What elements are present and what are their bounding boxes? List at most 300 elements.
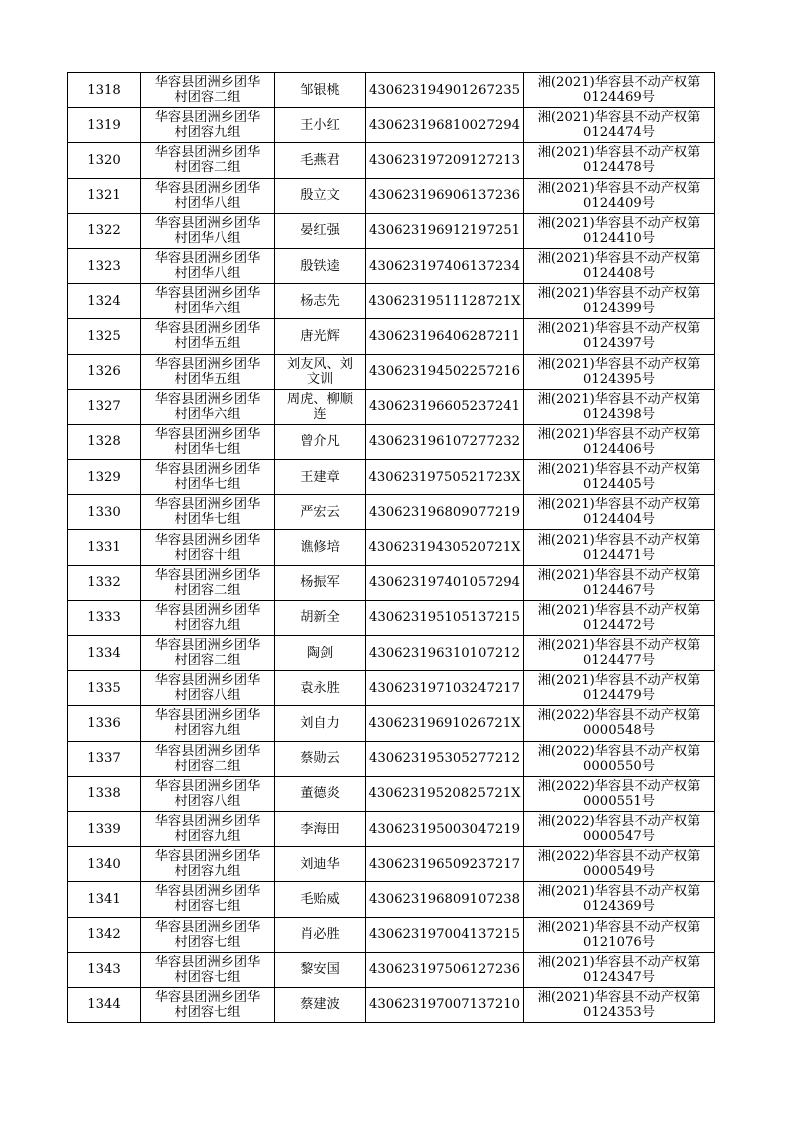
location-line: 村团华七组 (174, 477, 241, 493)
table-row (68, 600, 715, 635)
owner-name-line: 毛燕君 (300, 152, 340, 168)
certificate-number-line: 湘(2021)华容县不动产权第 (537, 919, 701, 935)
location-line: 村团容九组 (174, 864, 241, 880)
owner-name-line: 谯修培 (300, 540, 340, 556)
owner-name-cell (275, 248, 366, 283)
id-number-cell: 430623194502257216 (366, 354, 524, 389)
certificate-number-line: 湘(2021)华容县不动产权第 (537, 989, 701, 1005)
certificate-number-line: 0121076号 (583, 934, 655, 950)
owner-name-line: 黎安国 (300, 962, 340, 978)
certificate-number-cell (524, 460, 715, 495)
owner-name-cell (275, 636, 366, 671)
location-cell (141, 178, 275, 213)
location-cell (141, 284, 275, 319)
location-cell (141, 952, 275, 987)
owner-name-line: 严宏云 (300, 504, 340, 520)
owner-name-line: 李海田 (300, 821, 340, 837)
location-cell (141, 741, 275, 776)
owner-name-line: 曾介凡 (300, 434, 340, 450)
location-line: 华容县团洲乡团华 (154, 849, 261, 865)
location-cell (141, 776, 275, 811)
location-line: 村团华六组 (174, 406, 241, 422)
location-line: 华容县团洲乡团华 (154, 426, 261, 442)
serial-number-cell: 1341 (68, 882, 141, 917)
serial-number-cell: 1333 (68, 600, 141, 635)
owner-name-cell (275, 811, 366, 846)
certificate-number-line: 湘(2021)华容县不动产权第 (537, 251, 701, 267)
location-cell (141, 636, 275, 671)
table-row (68, 143, 715, 178)
owner-name-line: 杨志先 (300, 293, 340, 309)
location-line: 华容县团洲乡团华 (154, 919, 261, 935)
certificate-number-line: 0124353号 (583, 1004, 655, 1020)
serial-number-cell: 1330 (68, 495, 141, 530)
certificate-number-cell (524, 213, 715, 248)
certificate-number-line: 0124406号 (583, 441, 655, 457)
serial-number-cell: 1323 (68, 248, 141, 283)
certificate-number-line: 湘(2021)华容县不动产权第 (537, 532, 701, 548)
table-row (68, 424, 715, 459)
location-line: 华容县团洲乡团华 (154, 743, 261, 759)
id-number-cell: 430623195305277212 (366, 741, 524, 776)
location-cell (141, 319, 275, 354)
serial-number-cell: 1336 (68, 706, 141, 741)
location-line: 村团容九组 (174, 723, 241, 739)
location-cell (141, 424, 275, 459)
location-line: 华容县团洲乡团华 (154, 778, 261, 794)
owner-name-cell (275, 847, 366, 882)
certificate-number-line: 0124409号 (583, 195, 655, 211)
owner-name-cell (275, 495, 366, 530)
owner-name-line: 殷铁逵 (300, 258, 340, 274)
table-row (68, 952, 715, 987)
location-line: 华容县团洲乡团华 (154, 215, 261, 231)
certificate-number-line: 0124472号 (583, 617, 655, 633)
table-row (68, 811, 715, 846)
certificate-number-line: 湘(2021)华容县不动产权第 (537, 145, 701, 161)
location-line: 村团容七组 (174, 899, 241, 915)
location-line: 村团容八组 (174, 793, 241, 809)
owner-name-line: 殷立文 (300, 188, 340, 204)
certificate-number-line: 0124477号 (583, 653, 655, 669)
location-line: 华容县团洲乡团华 (154, 814, 261, 830)
serial-number-cell: 1343 (68, 952, 141, 987)
certificate-number-line: 0124469号 (583, 90, 655, 106)
location-line: 村团容七组 (174, 969, 241, 985)
owner-name-cell (275, 213, 366, 248)
certificate-number-cell (524, 178, 715, 213)
location-line: 村团容八组 (174, 688, 241, 704)
owner-name-cell (275, 460, 366, 495)
location-line: 村团容九组 (174, 617, 241, 633)
table-row (68, 987, 715, 1022)
owner-name-line: 蔡勋云 (300, 751, 340, 767)
owner-name-line: 周虎、柳顺 (287, 391, 353, 407)
certificate-number-line: 湘(2021)华容县不动产权第 (537, 884, 701, 900)
location-line: 村团容二组 (174, 160, 241, 176)
table-row (68, 917, 715, 952)
certificate-number-line: 湘(2021)华容县不动产权第 (537, 954, 701, 970)
id-number-cell: 430623196605237241 (366, 389, 524, 424)
certificate-number-line: 湘(2022)华容县不动产权第 (537, 743, 701, 759)
id-number-cell: 430623196809077219 (366, 495, 524, 530)
owner-name-line: 唐光辉 (300, 328, 340, 344)
certificate-number-cell (524, 319, 715, 354)
table-row (68, 776, 715, 811)
table-row (68, 284, 715, 319)
owner-name-cell (275, 882, 366, 917)
id-number-cell: 430623196107277232 (366, 424, 524, 459)
location-line: 华容县团洲乡团华 (154, 145, 261, 161)
certificate-number-cell (524, 354, 715, 389)
certificate-number-cell (524, 389, 715, 424)
certificate-number-cell (524, 741, 715, 776)
table-row (68, 882, 715, 917)
id-number-cell: 43062319520825721X (366, 776, 524, 811)
table-row (68, 460, 715, 495)
location-line: 村团华六组 (174, 301, 241, 317)
location-line: 华容县团洲乡团华 (154, 673, 261, 689)
certificate-number-line: 湘(2022)华容县不动产权第 (537, 708, 701, 724)
serial-number-cell: 1339 (68, 811, 141, 846)
certificate-number-line: 0000551号 (583, 793, 655, 809)
id-number-cell: 430623196809107238 (366, 882, 524, 917)
certificate-number-line: 湘(2021)华容县不动产权第 (537, 602, 701, 618)
owner-name-line: 晏红强 (300, 223, 340, 239)
id-number-cell: 430623196912197251 (366, 213, 524, 248)
owner-name-line: 董德炎 (300, 786, 340, 802)
location-line: 村团华八组 (174, 230, 241, 246)
location-line: 华容县团洲乡团华 (154, 356, 261, 372)
certificate-number-line: 湘(2022)华容县不动产权第 (537, 849, 701, 865)
owner-name-cell (275, 108, 366, 143)
id-number-cell: 430623196810027294 (366, 108, 524, 143)
location-line: 村团容二组 (174, 758, 241, 774)
location-line: 村团华七组 (174, 512, 241, 528)
location-cell (141, 143, 275, 178)
owner-name-cell (275, 424, 366, 459)
location-line: 华容县团洲乡团华 (154, 321, 261, 337)
certificate-number-line: 0124474号 (583, 125, 655, 141)
location-cell (141, 987, 275, 1022)
serial-number-cell: 1344 (68, 987, 141, 1022)
certificate-number-line: 湘(2021)华容县不动产权第 (537, 497, 701, 513)
table-row (68, 636, 715, 671)
owner-name-cell (275, 354, 366, 389)
certificate-number-line: 湘(2021)华容县不动产权第 (537, 673, 701, 689)
certificate-number-line: 湘(2021)华容县不动产权第 (537, 567, 701, 583)
certificate-number-cell (524, 987, 715, 1022)
certificate-number-line: 0124408号 (583, 266, 655, 282)
certificate-number-line: 0000548号 (583, 723, 655, 739)
id-number-cell: 43062319750521723X (366, 460, 524, 495)
certificate-number-line: 0124405号 (583, 477, 655, 493)
certificate-number-line: 湘(2022)华容县不动产权第 (537, 778, 701, 794)
certificate-number-cell (524, 847, 715, 882)
owner-name-cell (275, 952, 366, 987)
certificate-number-cell (524, 776, 715, 811)
location-cell (141, 460, 275, 495)
certificate-number-line: 湘(2021)华容县不动产权第 (537, 462, 701, 478)
table-row (68, 178, 715, 213)
serial-number-cell: 1319 (68, 108, 141, 143)
table-row (68, 248, 715, 283)
location-cell (141, 108, 275, 143)
certificate-number-line: 湘(2021)华容县不动产权第 (537, 286, 701, 302)
certificate-number-cell (524, 424, 715, 459)
owner-name-cell (275, 178, 366, 213)
certificate-number-cell (524, 143, 715, 178)
certificate-number-line: 湘(2021)华容县不动产权第 (537, 215, 701, 231)
location-line: 华容县团洲乡团华 (154, 391, 261, 407)
id-number-cell: 430623196509237217 (366, 847, 524, 882)
owner-name-line: 邹银桃 (300, 82, 340, 98)
certificate-number-cell (524, 811, 715, 846)
owner-name-cell (275, 565, 366, 600)
serial-number-cell: 1327 (68, 389, 141, 424)
location-cell (141, 389, 275, 424)
certificate-number-cell (524, 284, 715, 319)
certificate-number-cell (524, 248, 715, 283)
owner-name-line: 杨振军 (300, 575, 340, 591)
owner-name-line: 蔡建波 (300, 997, 340, 1013)
certificate-number-line: 0124479号 (583, 688, 655, 704)
location-line: 村团容二组 (174, 90, 241, 106)
location-cell (141, 811, 275, 846)
location-cell (141, 671, 275, 706)
owner-name-cell (275, 319, 366, 354)
location-cell (141, 73, 275, 108)
location-line: 华容县团洲乡团华 (154, 638, 261, 654)
certificate-number-line: 湘(2021)华容县不动产权第 (537, 426, 701, 442)
location-cell (141, 495, 275, 530)
certificate-number-line: 0124399号 (583, 301, 655, 317)
certificate-number-cell (524, 600, 715, 635)
id-number-cell: 430623197209127213 (366, 143, 524, 178)
certificate-number-cell (524, 882, 715, 917)
location-line: 村团华八组 (174, 266, 241, 282)
owner-name-line: 王小红 (300, 117, 340, 133)
location-line: 村团容二组 (174, 582, 241, 598)
owner-name-cell (275, 671, 366, 706)
owner-name-line: 陶剑 (306, 645, 334, 661)
serial-number-cell: 1334 (68, 636, 141, 671)
owner-name-line: 文训 (306, 371, 334, 387)
table-row (68, 108, 715, 143)
certificate-number-line: 湘(2021)华容县不动产权第 (537, 321, 701, 337)
location-line: 华容县团洲乡团华 (154, 251, 261, 267)
serial-number-cell: 1331 (68, 530, 141, 565)
location-line: 华容县团洲乡团华 (154, 497, 261, 513)
certificate-number-cell (524, 706, 715, 741)
certificate-number-cell (524, 73, 715, 108)
serial-number-cell: 1337 (68, 741, 141, 776)
owner-name-cell (275, 73, 366, 108)
location-cell (141, 530, 275, 565)
certificate-number-line: 0124347号 (583, 969, 655, 985)
location-line: 村团容七组 (174, 1004, 241, 1020)
serial-number-cell: 1329 (68, 460, 141, 495)
location-line: 村团华五组 (174, 371, 241, 387)
certificate-number-cell (524, 917, 715, 952)
certificate-number-cell (524, 565, 715, 600)
table-body (68, 73, 715, 1023)
table-row (68, 847, 715, 882)
certificate-number-cell (524, 530, 715, 565)
table-row (68, 671, 715, 706)
owner-name-cell (275, 917, 366, 952)
location-line: 华容县团洲乡团华 (154, 180, 261, 196)
certificate-number-line: 0124471号 (583, 547, 655, 563)
table-row (68, 741, 715, 776)
location-cell (141, 600, 275, 635)
table-row (68, 706, 715, 741)
location-line: 村团华七组 (174, 441, 241, 457)
id-number-cell: 43062319691026721X (366, 706, 524, 741)
certificate-number-line: 0124369号 (583, 899, 655, 915)
table-row (68, 354, 715, 389)
property-rights-table (67, 72, 715, 1023)
owner-name-line: 刘迪华 (300, 856, 340, 872)
owner-name-cell (275, 389, 366, 424)
id-number-cell: 430623197406137234 (366, 248, 524, 283)
certificate-number-line: 湘(2021)华容县不动产权第 (537, 638, 701, 654)
owner-name-line: 刘自力 (300, 715, 340, 731)
certificate-number-cell (524, 108, 715, 143)
serial-number-cell: 1340 (68, 847, 141, 882)
table-row (68, 530, 715, 565)
serial-number-cell: 1328 (68, 424, 141, 459)
certificate-number-cell (524, 495, 715, 530)
certificate-number-cell (524, 671, 715, 706)
location-line: 华容县团洲乡团华 (154, 75, 261, 91)
location-line: 华容县团洲乡团华 (154, 884, 261, 900)
location-line: 村团容二组 (174, 653, 241, 669)
location-line: 华容县团洲乡团华 (154, 532, 261, 548)
certificate-number-cell (524, 952, 715, 987)
table-row (68, 389, 715, 424)
certificate-number-line: 湘(2021)华容县不动产权第 (537, 75, 701, 91)
location-line: 华容县团洲乡团华 (154, 462, 261, 478)
serial-number-cell: 1322 (68, 213, 141, 248)
table-row (68, 73, 715, 108)
id-number-cell: 430623195003047219 (366, 811, 524, 846)
location-cell (141, 706, 275, 741)
owner-name-cell (275, 143, 366, 178)
certificate-number-line: 湘(2021)华容县不动产权第 (537, 110, 701, 126)
certificate-number-line: 0000550号 (583, 758, 655, 774)
id-number-cell: 430623197103247217 (366, 671, 524, 706)
id-number-cell: 430623194901267235 (366, 73, 524, 108)
owner-name-cell (275, 600, 366, 635)
location-line: 华容县团洲乡团华 (154, 954, 261, 970)
certificate-number-line: 0124404号 (583, 512, 655, 528)
serial-number-cell: 1321 (68, 178, 141, 213)
location-line: 村团容七组 (174, 934, 241, 950)
serial-number-cell: 1335 (68, 671, 141, 706)
id-number-cell: 430623196310107212 (366, 636, 524, 671)
certificate-number-line: 0000547号 (583, 829, 655, 845)
location-cell (141, 565, 275, 600)
table-row (68, 495, 715, 530)
location-cell (141, 213, 275, 248)
location-line: 华容县团洲乡团华 (154, 286, 261, 302)
location-line: 华容县团洲乡团华 (154, 602, 261, 618)
location-line: 华容县团洲乡团华 (154, 708, 261, 724)
certificate-number-line: 0124395号 (583, 371, 655, 387)
table-row (68, 565, 715, 600)
serial-number-cell: 1320 (68, 143, 141, 178)
certificate-number-line: 0124397号 (583, 336, 655, 352)
serial-number-cell: 1332 (68, 565, 141, 600)
location-line: 华容县团洲乡团华 (154, 110, 261, 126)
certificate-number-line: 0124478号 (583, 160, 655, 176)
serial-number-cell: 1318 (68, 73, 141, 108)
serial-number-cell: 1324 (68, 284, 141, 319)
certificate-number-line: 0124398号 (583, 406, 655, 422)
certificate-number-line: 湘(2021)华容县不动产权第 (537, 356, 701, 372)
id-number-cell: 430623196906137236 (366, 178, 524, 213)
owner-name-cell (275, 741, 366, 776)
owner-name-cell (275, 284, 366, 319)
id-number-cell: 430623195105137215 (366, 600, 524, 635)
certificate-number-line: 0124467号 (583, 582, 655, 598)
owner-name-line: 肖必胜 (300, 927, 340, 943)
owner-name-line: 刘友风、刘 (287, 356, 353, 372)
location-cell (141, 248, 275, 283)
serial-number-cell: 1342 (68, 917, 141, 952)
certificate-number-line: 湘(2022)华容县不动产权第 (537, 814, 701, 830)
owner-name-cell (275, 776, 366, 811)
certificate-number-line: 0124410号 (583, 230, 655, 246)
serial-number-cell: 1338 (68, 776, 141, 811)
table-row (68, 213, 715, 248)
id-number-cell: 430623197004137215 (366, 917, 524, 952)
owner-name-line: 连 (313, 406, 327, 422)
location-line: 村团华五组 (174, 336, 241, 352)
location-cell (141, 917, 275, 952)
location-line: 村团容十组 (174, 547, 241, 563)
location-cell (141, 354, 275, 389)
owner-name-cell (275, 530, 366, 565)
table-row (68, 319, 715, 354)
owner-name-cell (275, 706, 366, 741)
id-number-cell: 43062319430520721X (366, 530, 524, 565)
id-number-cell: 430623197401057294 (366, 565, 524, 600)
serial-number-cell: 1325 (68, 319, 141, 354)
certificate-number-line: 湘(2021)华容县不动产权第 (537, 180, 701, 196)
location-line: 村团华八组 (174, 195, 241, 211)
location-line: 华容县团洲乡团华 (154, 567, 261, 583)
owner-name-line: 袁永胜 (300, 680, 340, 696)
location-cell (141, 882, 275, 917)
location-cell (141, 847, 275, 882)
certificate-number-cell (524, 636, 715, 671)
id-number-cell: 430623196406287211 (366, 319, 524, 354)
owner-name-line: 胡新全 (300, 610, 340, 626)
owner-name-line: 王建章 (300, 469, 340, 485)
id-number-cell: 430623197007137210 (366, 987, 524, 1022)
location-line: 村团容九组 (174, 125, 241, 141)
certificate-number-line: 湘(2021)华容县不动产权第 (537, 391, 701, 407)
location-line: 华容县团洲乡团华 (154, 989, 261, 1005)
owner-name-cell (275, 987, 366, 1022)
serial-number-cell: 1326 (68, 354, 141, 389)
id-number-cell: 43062319511128721X (366, 284, 524, 319)
location-line: 村团容九组 (174, 829, 241, 845)
certificate-number-line: 0000549号 (583, 864, 655, 880)
id-number-cell: 430623197506127236 (366, 952, 524, 987)
